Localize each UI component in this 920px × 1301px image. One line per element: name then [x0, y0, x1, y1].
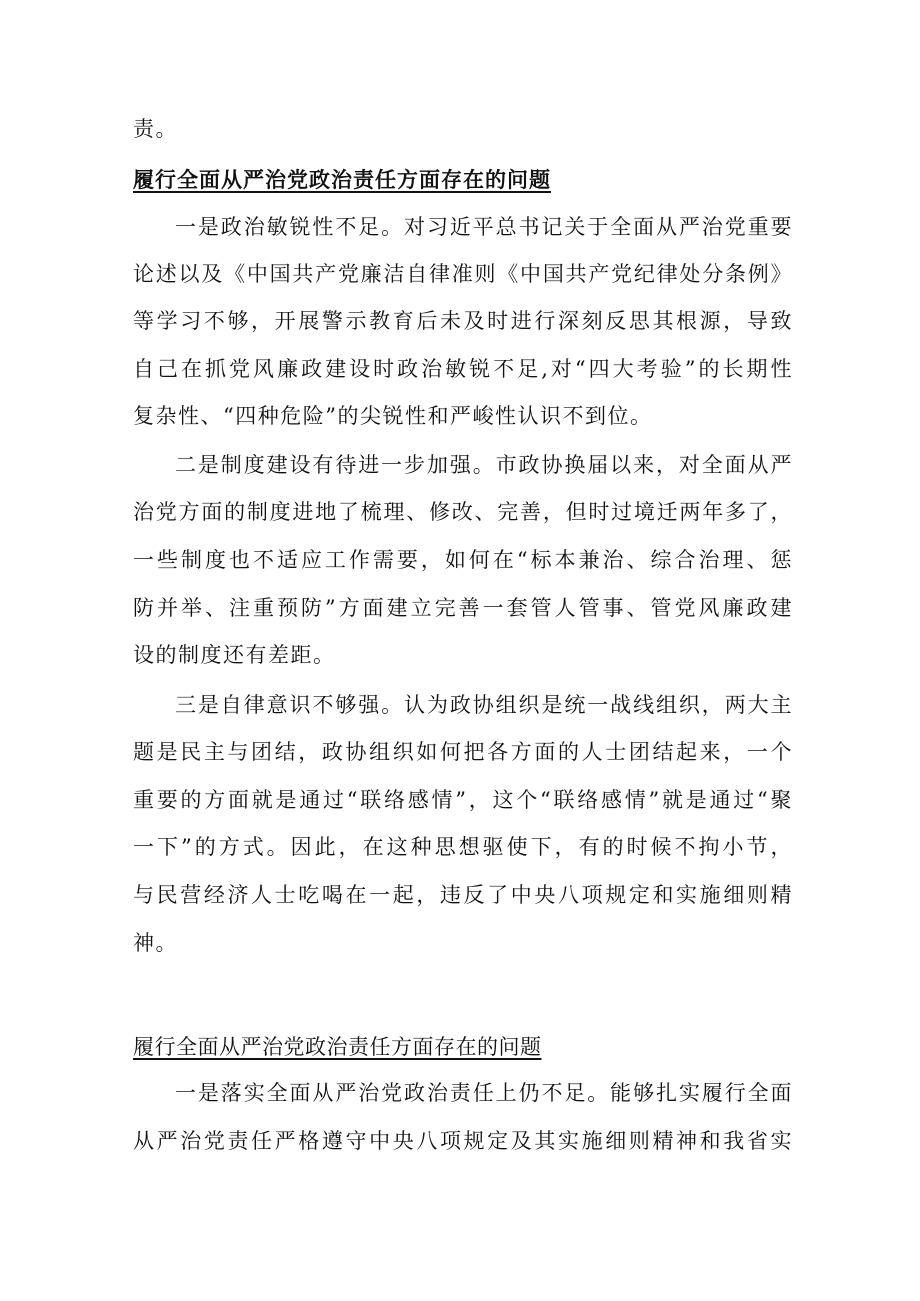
paragraph-line: 自己在抓党风廉政建设时政治敏锐不足,对“四大考验”的长期性 [133, 357, 793, 381]
paragraph-line: 一些制度也不适应工作需要，如何在“标本兼治、综合治理、惩 [133, 548, 793, 572]
paragraph-line: 一下”的方式。因此，在这种思想驱使下，有的时候不拘小节， [133, 835, 793, 859]
paragraph-line: 防并举、注重预防”方面建立完善一套管人管事、管党风廉政建 [133, 596, 793, 620]
paragraph-line: 等学习不够，开展警示教育后未及时进行深刻反思其根源，导致 [133, 309, 793, 333]
paragraph-line: 与民营经济人士吃喝在一起，违反了中央八项规定和实施细则精 [133, 883, 793, 907]
paragraph-line: 设的制度还有差距。 [133, 643, 336, 667]
section-heading: 履行全面从严治党政治责任方面存在的问题 [133, 1035, 542, 1059]
paragraph-line: 三是自律意识不够强。认为政协组织是统一战线组织，两大主 [175, 693, 793, 717]
paragraph-line: 复杂性、“四种危险”的尖锐性和严峻性认识不到位。 [133, 404, 653, 428]
paragraph-line: 重要的方面就是通过“联络感情”，这个“联络感情”就是通过“聚 [133, 788, 793, 812]
paragraph-line: 神。 [133, 931, 178, 955]
paragraph-line: 题是民主与团结，政协组织如何把各方面的人士团结起来，一个 [133, 740, 793, 764]
paragraph-line: 一是政治敏锐性不足。对习近平总书记关于全面从严治党重要 [175, 215, 793, 239]
section-heading: 履行全面从严治党政治责任方面存在的问题 [133, 167, 551, 192]
paragraph-line: 一是落实全面从严治党政治责任上仍不足。能够扎实履行全面 [175, 1081, 793, 1105]
paragraph-line: 从严治党责任严格遵守中央八项规定及其实施细则精神和我省实 [133, 1129, 793, 1153]
paragraph-line: 二是制度建设有待进一步加强。市政协换届以来，对全面从严 [175, 453, 793, 477]
paragraph-line: 治党方面的制度进地了梳理、修改、完善，但时过境迁两年多了， [133, 500, 793, 524]
text-line: 责。 [133, 117, 178, 141]
paragraph-line: 论述以及《中国共产党廉洁自律准则《中国共产党纪律处分条例》 [133, 262, 793, 286]
